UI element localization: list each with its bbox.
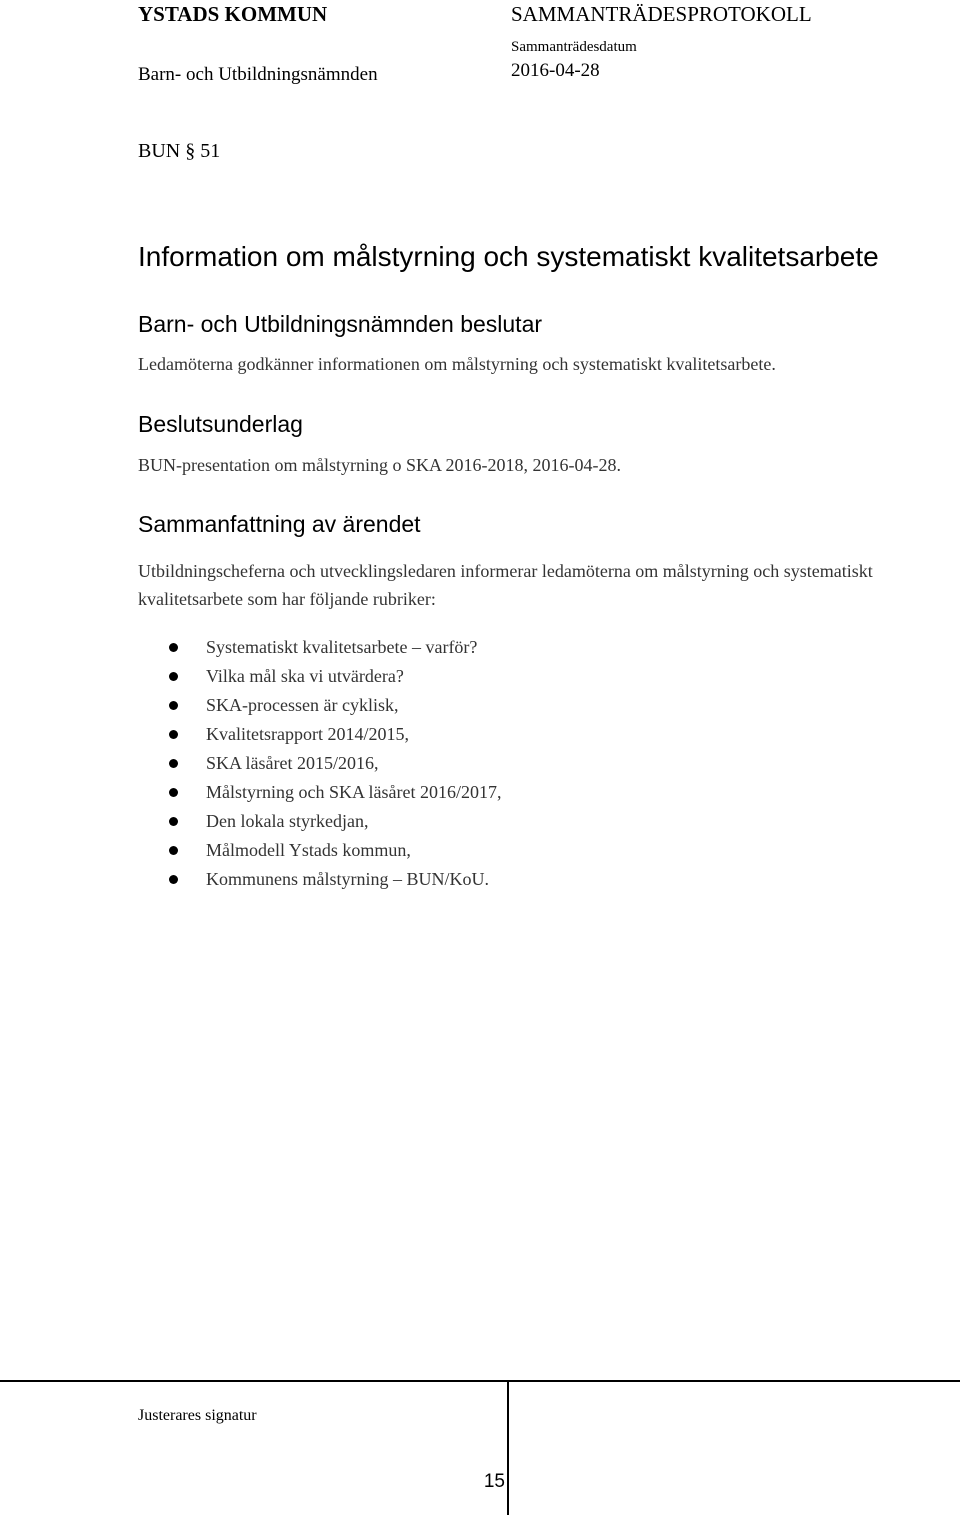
bullet-icon xyxy=(169,672,178,681)
case-number: BUN § 51 xyxy=(138,140,221,162)
list-item-label: Målstyrning och SKA läsåret 2016/2017, xyxy=(206,782,502,802)
list-item-label: Målmodell Ystads kommun, xyxy=(206,840,411,860)
signature-label: Justerares signatur xyxy=(138,1407,257,1424)
list-item-label: Kvalitetsrapport 2014/2015, xyxy=(206,724,409,744)
bullet-icon xyxy=(169,875,178,884)
list-item-label: SKA läsåret 2015/2016, xyxy=(206,753,379,773)
bullet-icon xyxy=(169,846,178,855)
list-item xyxy=(138,749,501,778)
summary-text: Utbildningscheferna och utvecklingsledaren informerar ledamöterna om målstyrning och systematiskt kvalitetsarbete som har följande rubriker: xyxy=(138,561,873,609)
topic-list xyxy=(138,633,501,894)
list-item xyxy=(138,836,501,865)
bullet-icon xyxy=(169,759,178,768)
list-item xyxy=(138,691,501,720)
footer-vertical-divider xyxy=(507,1380,509,1515)
bullet-icon xyxy=(169,701,178,710)
bullet-icon xyxy=(169,643,178,652)
page-title: Information om målstyrning och systematiskt kvalitetsarbete xyxy=(138,241,879,272)
meeting-date-label: Sammanträdesdatum xyxy=(511,39,637,55)
footer-divider xyxy=(0,1380,960,1382)
decision-text: Ledamöterna godkänner informationen om målstyrning och systematiskt kvalitetsarbete. xyxy=(138,354,776,374)
list-item xyxy=(138,720,501,749)
list-item-label: Den lokala styrkedjan, xyxy=(206,811,369,831)
list-item xyxy=(138,807,501,836)
list-item-label: Kommunens målstyrning – BUN/KoU. xyxy=(206,869,489,889)
decision-heading: Barn- och Utbildningsnämnden beslutar xyxy=(138,311,543,337)
list-item xyxy=(138,865,501,894)
list-item-label: Vilka mål ska vi utvärdera? xyxy=(206,666,404,686)
document-type: SAMMANTRÄDESPROTOKOLL xyxy=(511,2,812,26)
basis-text: BUN-presentation om målstyrning o SKA 2016-2018, 2016-04-28. xyxy=(138,455,621,475)
list-item xyxy=(138,662,501,691)
summary-heading: Sammanfattning av ärendet xyxy=(138,511,421,537)
bullet-icon xyxy=(169,730,178,739)
list-item-label: Systematiskt kvalitetsarbete – varför? xyxy=(206,637,478,657)
meeting-date: 2016-04-28 xyxy=(511,60,600,81)
board-name: Barn- och Utbildningsnämnden xyxy=(138,64,378,85)
list-item xyxy=(138,778,501,807)
list-item-label: SKA-processen är cyklisk, xyxy=(206,695,399,715)
organization-name: YSTADS KOMMUN xyxy=(138,2,328,26)
bullet-icon xyxy=(169,817,178,826)
page-number: 15 xyxy=(483,1471,505,1492)
basis-heading: Beslutsunderlag xyxy=(138,411,303,437)
bullet-icon xyxy=(169,788,178,797)
list-item xyxy=(138,633,501,662)
